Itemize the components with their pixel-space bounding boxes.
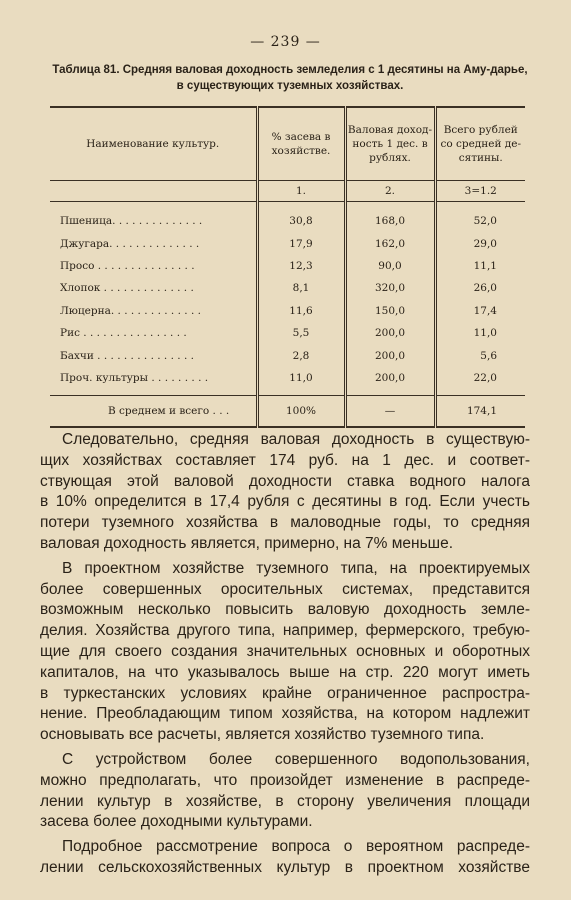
row-culture-name: Пшеница. . . . . . . . . . . . . . xyxy=(60,215,203,228)
text-line: в туркестанских условиях крайне ограниченное распростра- xyxy=(40,684,530,702)
text-line: возможным несколько повысить валовую доходность земле- xyxy=(40,601,530,619)
text-line: в 10% определится в 17,4 рубля с десятины в год. Если учесть xyxy=(40,493,530,511)
caption-line-2: в существующих туземных хозяйствах. xyxy=(176,80,404,92)
text-line: валовая доходность является, примерно, на 7% меньше. xyxy=(40,534,454,552)
text-line: щих хозяйствах составляет 174 руб. на 1 дес. и соответ- xyxy=(40,451,530,469)
paragraph xyxy=(40,750,530,833)
text-line: С устройством более совершенного водопользования, xyxy=(62,750,530,768)
row-culture-name: Проч. культуры . . . . . . . . . xyxy=(60,371,209,384)
table-row xyxy=(50,210,525,232)
caption-line-1: Таблица 81. Средняя валовая доходность земледелия с 1 десятины на Аму-дарье, xyxy=(52,64,528,76)
text-line: потери туземного хозяйства в маловодные годы, то средняя xyxy=(40,514,530,532)
table-row xyxy=(50,300,525,322)
table-row xyxy=(50,277,525,299)
text-line: ствующая этой валовой доходности ставка водного налога xyxy=(40,472,530,490)
total-row xyxy=(50,396,525,428)
text-line: засева более доходными культурами. xyxy=(40,813,313,831)
column-number-row xyxy=(50,181,525,202)
row-total-rubles: 5,6 xyxy=(435,344,525,366)
text-line: нение. Преобладающим типом хозяйства, на котором надлежит xyxy=(40,705,530,723)
total-sowing-pct: 100% xyxy=(257,396,345,428)
column-number-3: 3=1.2 xyxy=(435,181,525,202)
row-culture-name: Джугара. . . . . . . . . . . . . . xyxy=(60,237,200,250)
body-text xyxy=(40,430,530,883)
table-row xyxy=(50,255,525,277)
page-number: — 239 — xyxy=(250,34,321,50)
paragraph xyxy=(40,837,530,879)
row-culture-name: Просо . . . . . . . . . . . . . . . xyxy=(60,259,195,272)
text-line: более совершенных оросительных системах, представится xyxy=(40,580,530,598)
column-number-2: 2. xyxy=(345,181,435,202)
table-caption xyxy=(40,62,540,94)
header-culture: Наименование культур. xyxy=(50,107,257,181)
row-sowing-pct: 11,6 xyxy=(257,300,345,322)
row-sowing-pct: 30,8 xyxy=(257,210,345,232)
row-total-rubles: 29,0 xyxy=(435,232,525,254)
column-number-empty xyxy=(50,181,257,202)
table-row xyxy=(50,344,525,366)
row-sowing-pct: 8,1 xyxy=(257,277,345,299)
text-line: лении культур в хозяйстве, в сторону увеличения площади xyxy=(40,792,530,810)
row-gross-income: 200,0 xyxy=(345,367,435,389)
text-line: Следовательно, средняя валовая доходность в существую- xyxy=(62,431,530,448)
row-gross-income: 320,0 xyxy=(345,277,435,299)
header-total-rubles: Всего рублей со средней де-сятины. xyxy=(435,107,525,181)
row-total-rubles: 52,0 xyxy=(435,210,525,232)
table-row xyxy=(50,232,525,254)
row-total-rubles: 22,0 xyxy=(435,367,525,389)
row-sowing-pct: 11,0 xyxy=(257,367,345,389)
text-line: делия. Хозяйства другого типа, например, фермерского, требую- xyxy=(40,622,530,640)
text-line: Подробное рассмотрение вопроса о вероятном распреде- xyxy=(62,838,530,856)
row-total-rubles: 17,4 xyxy=(435,300,525,322)
row-gross-income: 200,0 xyxy=(345,344,435,366)
text-line: основывать все расчеты, является хозяйство туземного типа. xyxy=(40,726,485,744)
row-total-rubles: 26,0 xyxy=(435,277,525,299)
paragraph xyxy=(40,559,530,746)
row-gross-income: 90,0 xyxy=(345,255,435,277)
data-table xyxy=(50,106,525,428)
row-sowing-pct: 5,5 xyxy=(257,322,345,344)
column-number-1: 1. xyxy=(257,181,345,202)
row-gross-income: 150,0 xyxy=(345,300,435,322)
row-culture-name: Рис . . . . . . . . . . . . . . . . xyxy=(60,327,187,340)
header-row xyxy=(50,107,525,181)
row-sowing-pct: 2,8 xyxy=(257,344,345,366)
row-gross-income: 162,0 xyxy=(345,232,435,254)
header-gross-income: Валовая доход-ность 1 дес. в рублях. xyxy=(345,107,435,181)
row-culture-name: Хлопок . . . . . . . . . . . . . . xyxy=(60,282,194,295)
text-line: В проектном хозяйстве туземного типа, на проектируемых xyxy=(62,559,530,577)
row-total-rubles: 11,1 xyxy=(435,255,525,277)
paragraph xyxy=(40,430,530,555)
row-gross-income: 200,0 xyxy=(345,322,435,344)
row-culture-name: Бахчи . . . . . . . . . . . . . . . xyxy=(60,349,194,362)
table-row xyxy=(50,322,525,344)
total-label: В среднем и всего . . . xyxy=(108,405,230,418)
row-sowing-pct: 12,3 xyxy=(257,255,345,277)
row-sowing-pct: 17,9 xyxy=(257,232,345,254)
total-gross-income: — xyxy=(345,396,435,428)
row-culture-name: Люцерна. . . . . . . . . . . . . . xyxy=(60,304,201,317)
row-gross-income: 168,0 xyxy=(345,210,435,232)
text-line: щие для своего создания значительных основных и оборотных xyxy=(40,642,530,660)
table-row xyxy=(50,367,525,389)
text-line: капиталов, на что указывалось выше на стр. 220 могут иметь xyxy=(40,663,530,681)
row-total-rubles: 11,0 xyxy=(435,322,525,344)
text-line: лении сельскохозяйственных культур в проектном хозяйстве xyxy=(40,858,530,876)
data-table-wrapper xyxy=(50,106,525,418)
header-sowing-pct: % засева в хозяйстве. xyxy=(257,107,345,181)
text-line: можно предполагать, что произойдет изменение в распреде- xyxy=(40,771,530,789)
total-rubles: 174,1 xyxy=(435,396,525,428)
